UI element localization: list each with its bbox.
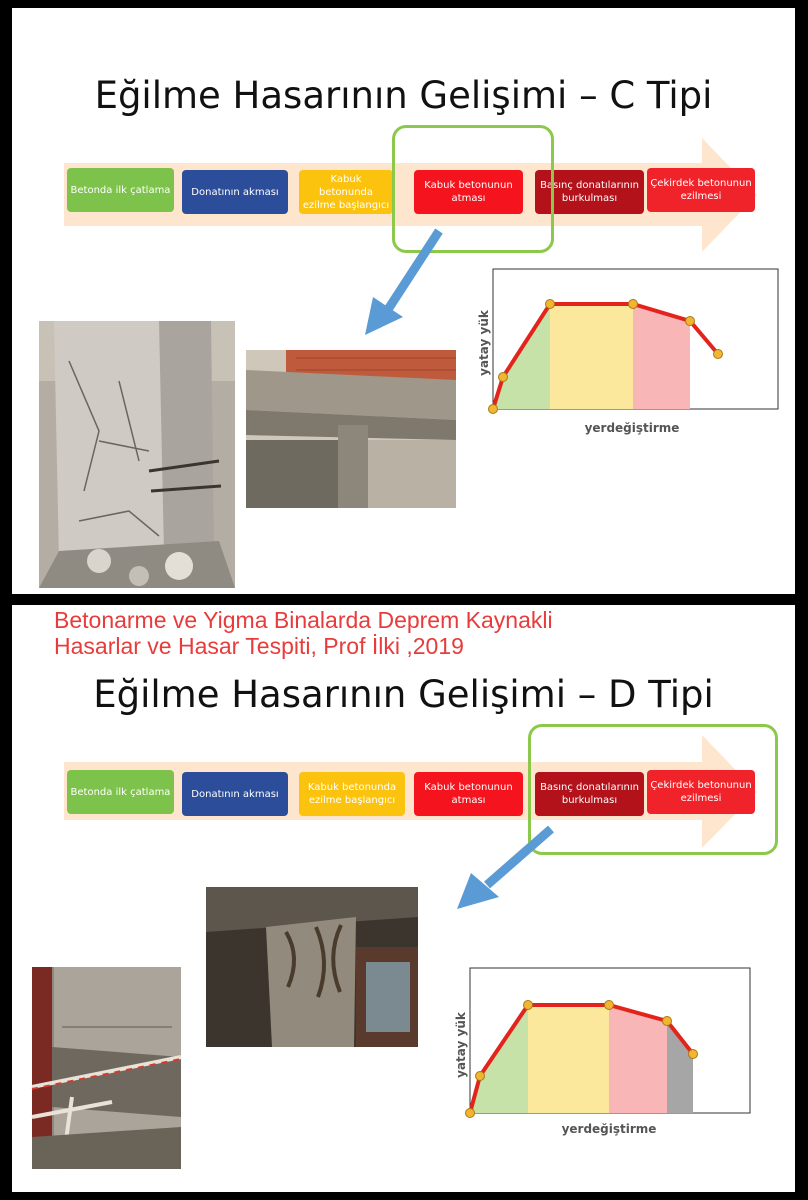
buckled-bars-image xyxy=(206,887,418,1047)
photo-building-column xyxy=(246,350,456,508)
photo-buckled-bars xyxy=(206,887,418,1047)
curve-point xyxy=(546,300,555,309)
curve-point xyxy=(686,317,695,326)
x-axis-label: yerdeğiştirme xyxy=(584,421,680,435)
citation xyxy=(54,607,553,659)
citation-line-1: Betonarme ve Yigma Binalarda Deprem Kaynakli xyxy=(54,607,553,633)
slide-c-type xyxy=(12,8,795,594)
curve-point xyxy=(489,405,498,414)
photo-column-base xyxy=(39,321,235,588)
slide-title: Eğilme Hasarının Gelişimi – D Tipi xyxy=(93,673,714,716)
slide-title: Eğilme Hasarının Gelişimi – C Tipi xyxy=(94,74,713,117)
curve-point xyxy=(499,373,508,382)
step-yielding: Donatının akması xyxy=(182,772,288,816)
curve-point xyxy=(605,1001,614,1010)
capacity-curve-chart xyxy=(454,965,759,1136)
citation-line-2: Hasarlar ve Hasar Tespiti, Prof İlki ,2019 xyxy=(54,633,464,659)
y-axis-label: yatay yük xyxy=(477,310,491,376)
curve-point xyxy=(466,1109,475,1118)
building-damage-image xyxy=(246,350,456,508)
step-first-crack: Betonda ilk çatlama xyxy=(67,770,174,814)
slide-d-type xyxy=(12,605,795,1192)
pointer-arrow xyxy=(447,823,557,913)
y-axis-label: yatay yük xyxy=(454,1012,468,1078)
region-yellow xyxy=(550,304,633,409)
step-yielding: Donatının akması xyxy=(182,170,288,214)
step-cover-crushing: Kabuk betonunda ezilme başlangıcı xyxy=(299,772,405,816)
x-axis-label: yerdeğiştirme xyxy=(561,1122,657,1136)
region-yellow xyxy=(528,1005,609,1113)
step-core-crushing: Çekirdek betonunun ezilmesi xyxy=(647,168,755,212)
pointer-arrow xyxy=(357,223,447,343)
capacity-curve-chart xyxy=(477,266,782,436)
step-bar-buckling: Basınç donatılarının burkulması xyxy=(535,772,644,816)
curve-point xyxy=(524,1001,533,1010)
ground-column-image xyxy=(32,967,181,1169)
photo-ground-column xyxy=(32,967,181,1169)
column-damage-image xyxy=(39,321,235,588)
curve-point xyxy=(714,350,723,359)
step-cover-spalling: Kabuk betonunun atması xyxy=(414,170,523,214)
step-bar-buckling: Basınç donatılarının burkulması xyxy=(535,170,644,214)
step-cover-spalling: Kabuk betonunun atması xyxy=(414,772,523,816)
highlight-frame xyxy=(528,724,778,855)
curve-point xyxy=(476,1072,485,1081)
step-first-crack: Betonda ilk çatlama xyxy=(67,168,174,212)
step-core-crushing: Çekirdek betonunun ezilmesi xyxy=(647,770,755,814)
curve-point xyxy=(663,1017,672,1026)
curve-point xyxy=(689,1050,698,1059)
curve-point xyxy=(629,300,638,309)
step-cover-crushing: Kabuk betonunda ezilme başlangıcı xyxy=(299,170,393,214)
region-pink xyxy=(609,1005,667,1113)
